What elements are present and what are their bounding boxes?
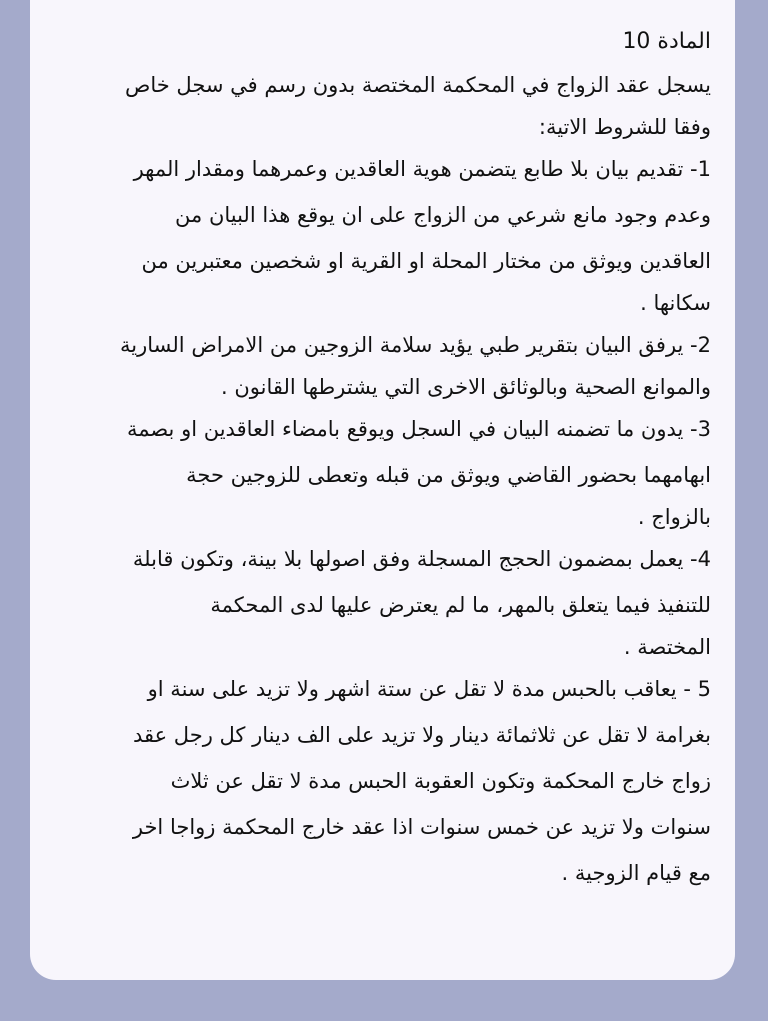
item-4-line: المختصة . xyxy=(623,635,711,659)
item-5-line: زواج خارج المحكمة وتكون العقوبة الحبس مدة لا تقل عن ثلاث xyxy=(170,769,711,793)
item-2-line: والموانع الصحية وبالوثائق الاخرى التي يشترطها القانون . xyxy=(220,375,711,399)
item-4-line: للتنفيذ فيما يتعلق بالمهر، ما لم يعترض عليها لدى المحكمة xyxy=(210,593,711,617)
intro-line: يسجل عقد الزواج في المحكمة المختصة بدون رسم في سجل خاص xyxy=(124,73,711,97)
item-5-line: 5 - يعاقب بالحبس مدة لا تقل عن ستة اشهر ولا تزيد على سنة او xyxy=(147,677,711,701)
item-5-line: سنوات ولا تزيد عن خمس سنوات اذا عقد خارج المحكمة زواجا اخر xyxy=(132,815,711,839)
item-5-line: بغرامة لا تقل عن ثلاثمائة دينار ولا تزيد على الف دينار كل رجل عقد xyxy=(132,723,711,747)
item-2-line: 2- يرفق البيان بتقرير طبي يؤيد سلامة الزوجين من الامراض السارية xyxy=(120,333,711,357)
intro-line: وفقا للشروط الاتية: xyxy=(538,115,711,139)
item-3-line: بالزواج . xyxy=(637,505,711,529)
document-card xyxy=(30,0,735,980)
item-4-line: 4- يعمل بمضمون الحجج المسجلة وفق اصولها بلا بينة، وتكون قابلة xyxy=(132,547,711,571)
item-3-line: 3- يدون ما تضمنه البيان في السجل ويوقع بامضاء العاقدين او بصمة xyxy=(126,417,711,441)
item-1-line: العاقدين ويوثق من مختار المحلة او القرية او شخصين معتبرين من xyxy=(141,249,711,273)
item-5-line: مع قيام الزوجية . xyxy=(561,861,711,885)
item-1-line: وعدم وجود مانع شرعي من الزواج على ان يوقع هذا البيان من xyxy=(175,203,711,227)
item-1-line: 1- تقديم بيان بلا طابع يتضمن هوية العاقدين وعمرهما ومقدار المهر xyxy=(133,157,711,181)
item-3-line: ابهامهما بحضور القاضي ويوثق من قبله وتعطى للزوجين حجة xyxy=(186,463,711,487)
item-1-line: سكانها . xyxy=(640,291,711,315)
article-title: المادة 10 xyxy=(622,29,711,54)
